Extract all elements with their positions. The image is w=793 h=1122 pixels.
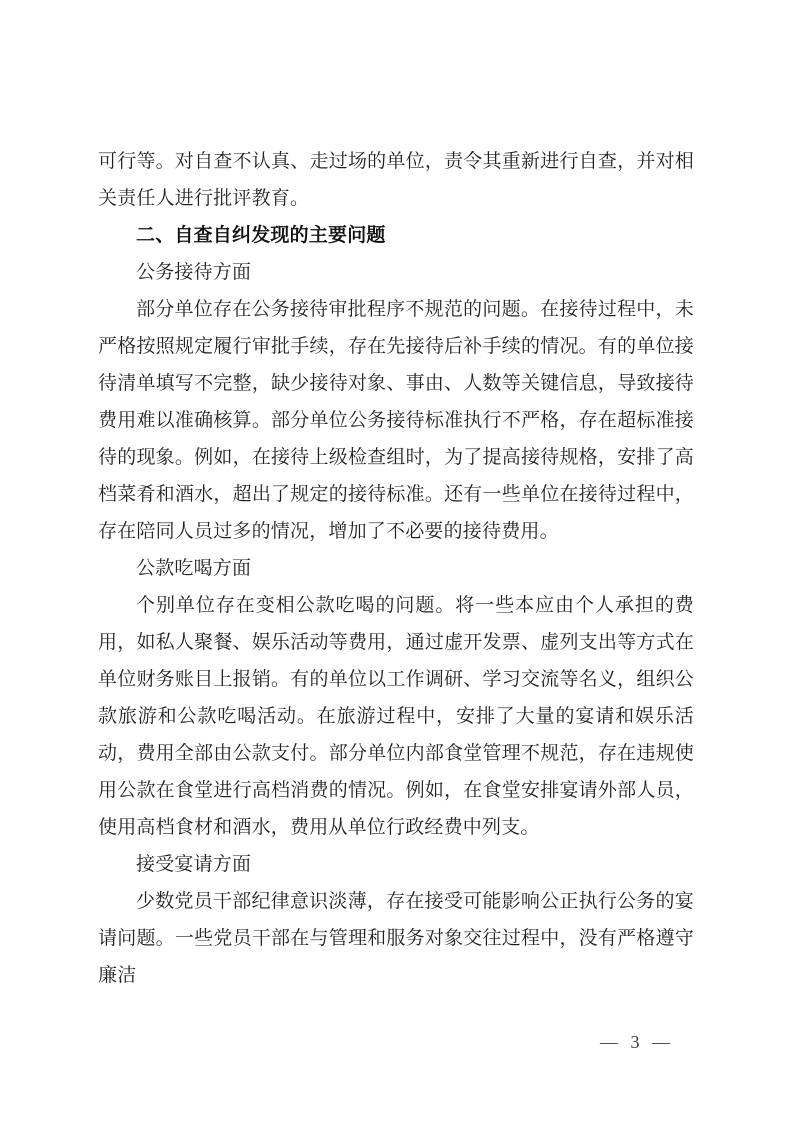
paragraph-continuation: 可行等。对自查不认真、走过场的单位，责令其重新进行自查，并对相关责任人进行批评教育。	[98, 151, 694, 209]
section-paragraph-accepting-banquets: 少数党员干部纪律意识淡薄，存在接受可能影响公正执行公务的宴请问题。一些党员干部在与管理和服务对象交往过程中，没有严格遵守廉洁	[98, 891, 694, 986]
page-number: — 3 —	[600, 1032, 674, 1052]
page-footer	[0, 1030, 793, 1060]
section-paragraph-public-funds-dining: 个别单位存在变相公款吃喝的问题。将一些本应由个人承担的费用，如私人聚餐、娱乐活动等费用，通过虚开发票、虚列支出等方式在单位财务账目上报销。有的单位以工作调研、学习交流等名义，组织公款旅游和公款吃喝活动。在旅游过程中，安排了大量的宴请和娱乐活动，费用全部由公款支付。部分单位内部食堂管理不规范，存在违规使用公款在食堂进行高档消费的情况。例如，在食堂安排宴请外部人员，使用高档食材和酒水，费用从单位行政经费中列支。	[98, 595, 694, 838]
page-body	[98, 143, 694, 994]
subsection-label-public-funds-dining: 公款吃喝方面	[136, 558, 252, 579]
section-heading: 二、自查自纠发现的主要问题	[136, 225, 386, 246]
section-paragraph-official-reception: 部分单位存在公务接待审批程序不规范的问题。在接待过程中，未严格按照规定履行审批手续，存在先接待后补手续的情况。有的单位接待清单填写不完整，缺少接待对象、事由、人数等关键信息，导致接待费用难以准确核算。部分单位公务接待标准执行不严格，存在超标准接待的现象。例如，在接待上级检查组时，为了提高接待规格，安排了高档菜肴和酒水，超出了规定的接待标准。还有一些单位在接待过程中，存在陪同人员过多的情况，增加了不必要的接待费用。	[98, 299, 694, 542]
subsection-label-official-reception: 公务接待方面	[136, 262, 252, 283]
subsection-label-accepting-banquets: 接受宴请方面	[136, 854, 252, 875]
